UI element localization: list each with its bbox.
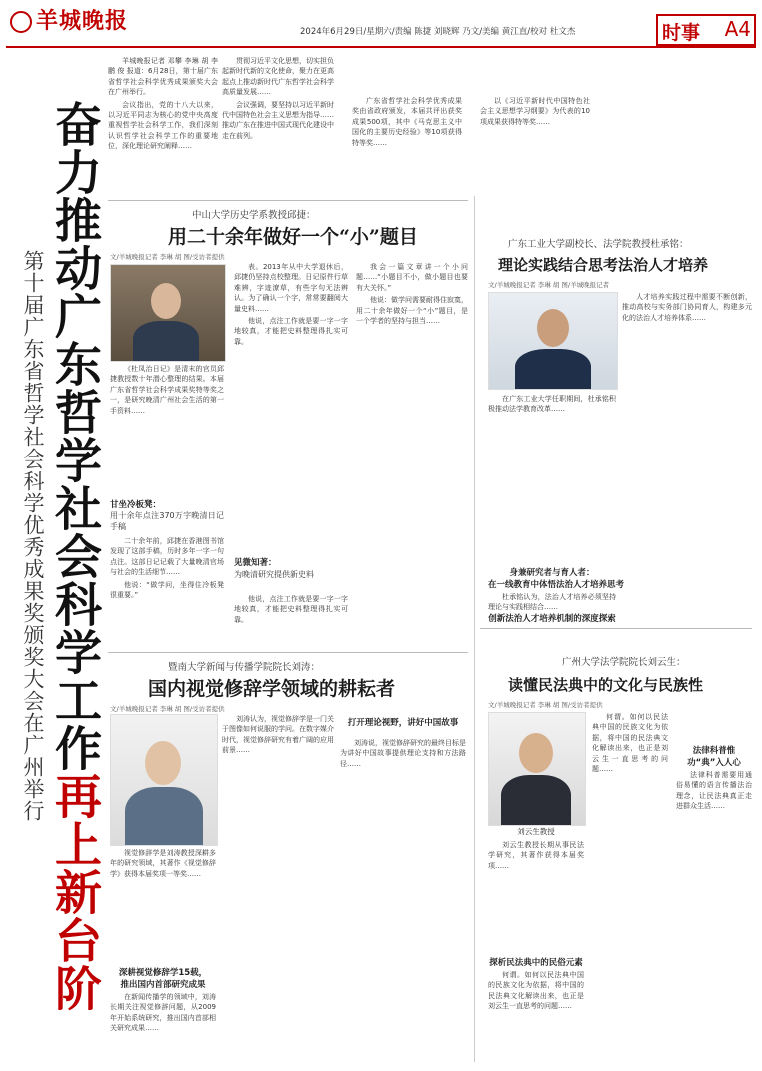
paragraph: 何谓。如何以民法典中国的民族文化为依据，将中国的民法典文化解读出来，也正是刘云生一直思考的问题…… <box>488 971 584 1011</box>
article3-title: 理论实践结合思考法治人才培养 <box>498 256 709 274</box>
paragraph: 为晚清研究提供新史料 <box>234 570 314 579</box>
article2-quote-sub: 推出国内首部研究成果 <box>120 980 206 990</box>
section-badge <box>656 14 756 46</box>
headline-black: 奋力推动广东哲学社会科学工作 <box>47 100 102 772</box>
article1-box-sub <box>234 570 348 590</box>
article3-col-b <box>622 292 752 622</box>
article1-photo <box>110 264 226 362</box>
article3-kicker: 广东工业大学副校长、法学院教授杜承铭： <box>508 239 689 250</box>
paragraph: 二十余年前，邱捷在香港图书馆发现了这部手稿，历时多年一字一句点注。这部日记记载了大量晚清官场与社会的生活细节…… <box>110 537 224 577</box>
paragraph: 会议指出，党的十八大以来，以习近平同志为核心的党中央高度重视哲学社会科学工作，我们深刻认识哲学社会科学工作的重要地位，深化理论研究阐释…… <box>108 100 218 151</box>
article3-intro <box>488 394 616 540</box>
article2-quote-head: 深耕视觉修辞学15载， <box>118 968 208 978</box>
paragraph: 用十余年点注370万字晚清日记手稿 <box>110 511 224 531</box>
masthead <box>0 0 762 48</box>
lead-column-1 <box>108 56 218 188</box>
paragraph: 刘涛认为，视觉修辞学是一门关于图像如何说服的学问。在数字媒介时代，视觉修辞研究有着广阔的应用前景…… <box>222 715 334 755</box>
lead-column-3 <box>352 96 462 166</box>
article2-intro <box>110 848 216 962</box>
article4-caption: 刘云生教授 <box>517 827 555 836</box>
article1-col-b <box>234 262 348 552</box>
paragraph: 羊城晚报记者 邓攀 李琳 胡 李鹏 俊 报道：6月28日，第十届广东省哲学社会科学优秀成果颁奖大会在广州举行。 <box>108 57 218 97</box>
article2-kicker: 暨南大学新闻与传播学院院长刘涛： <box>168 662 321 673</box>
article4-sub1: 探析民法典中的民俗元素 <box>489 958 583 968</box>
article3-photo <box>488 292 618 390</box>
article1-col-c <box>356 262 468 646</box>
lead-column-4 <box>480 96 590 136</box>
article2-col-c-head: 打开理论视野，讲好中国故事 <box>347 718 459 728</box>
paragraph: 何谓。如何以民法典中国的民族文化为依据，将中国的民法典文化解读出来，也正是刘云生一直思考的问题…… <box>592 713 668 774</box>
paragraph: 人才培养实践过程中需要不断创新，推动高校与实务部门协同育人，构建多元化的法治人才培养体系…… <box>622 293 752 322</box>
paragraph: 以《习近平新时代中国特色社会主义思想学习纲要》为代表的10项成果获得特等奖…… <box>480 97 590 126</box>
article1-title: 用二十余年做好一个“小”题目 <box>168 226 418 248</box>
article3-byline: 文/羊城晚报记者 李琳 胡 图/羊城晚报记者 <box>488 281 610 289</box>
article2-byline: 文/羊城晚报记者 李琳 胡 图/受访者提供 <box>110 705 225 713</box>
section-name: 时事 <box>662 22 701 44</box>
page-number: A4 <box>724 17 751 41</box>
newspaper-logo <box>10 4 128 35</box>
article1-col-b-cont <box>234 594 348 646</box>
article3-sub1: 身兼研究者与育人者： <box>509 568 595 578</box>
article4-intro <box>488 840 584 950</box>
paragraph: 他说：“做学问，坐得住冷板凳很重要。” <box>110 580 224 600</box>
paragraph: 表。2013年从中大学退休后，邱捷仍坚持点校整理。日记原件行草难辨，字迹潦草，有些字句无法辨认。为了确认一个字，常常要翻阅大量史料…… <box>234 263 348 313</box>
divider <box>480 628 752 629</box>
article4-col-a2 <box>488 970 584 1062</box>
article4-photo <box>488 712 586 826</box>
article1-box-title: 见微知著： <box>234 558 277 568</box>
paragraph: 在广东工业大学任职期间，杜承铭积极推动法学教育改革…… <box>488 395 616 414</box>
article4-kicker: 广州大学法学院院长刘云生： <box>562 657 686 668</box>
lead-column-2 <box>222 56 334 186</box>
sub-headline: 第十届广东省哲学社会科学优秀成果奖颁奖大会在广州举行 <box>21 250 45 822</box>
article3-sub1b: 在一线教育中体悟法治人才培养思考 <box>488 580 625 590</box>
article2-col-c <box>340 738 466 1064</box>
article1-byline: 文/羊城晚报记者 李琳 胡 图/受访者提供 <box>110 253 225 261</box>
article4-title: 读懂民法典中的文化与民族性 <box>508 676 704 694</box>
paragraph: 贯彻习近平文化思想，切实担负起新时代新的文化使命，聚力在更高起点上推动新时代广东哲学社会科学高质量发展…… <box>222 57 334 97</box>
paragraph: 视觉修辞学是刘涛教授深耕多年的研究领域，其著作《视觉修辞学》获得本届奖项一等奖…… <box>110 849 216 878</box>
article3-sub2: 创新法治人才培养机制的深度探索 <box>488 614 616 624</box>
article1-quote-head: 甘坐冷板凳： <box>110 500 162 510</box>
article4-byline: 文/羊城晚报记者 李琳 胡 图/受访者提供 <box>488 701 603 709</box>
article2-col-a <box>110 992 216 1064</box>
paragraph: 广东省哲学社会科学优秀成果奖由省政府颁发，本届共评出获奖成果500项，其中《马克思主义中国化的主要历史经验》等10项获得特等奖…… <box>352 97 462 147</box>
paragraph: 法律科普需要用通俗易懂的语言传播法治理念，让民法典真正走进群众生活…… <box>676 771 752 811</box>
paragraph: 会议强调，要坚持以习近平新时代中国特色社会主义思想为指导……推动广东在推进中国式现代化建设中走在前列。 <box>222 100 334 140</box>
paragraph: 他说，点注工作就是要一字一字地较真，才能把史料整理得扎实可靠。 <box>234 595 348 624</box>
header-rule <box>6 46 756 48</box>
main-headline <box>46 100 102 1012</box>
divider <box>108 200 468 201</box>
article2-photo <box>110 714 218 846</box>
article2-title: 国内视觉修辞学领域的耕耘者 <box>148 678 396 700</box>
logo-text: 羊城晚报 <box>36 8 129 34</box>
dateline: 2024年6月29日/星期六/责编 陈捷 刘晓辉 乃文/美编 黄江直/校对 杜文杰 <box>300 27 576 37</box>
paragraph: 在新闻传播学的领域中，刘涛长期关注视觉修辞问题，从2009年开始系统研究，推出国内首部相关研究成果…… <box>110 993 216 1033</box>
paragraph: 刘涛说，视觉修辞研究的最终目标是为讲好中国故事提供理论支持和方法路径…… <box>340 739 466 768</box>
column-divider <box>474 196 475 1062</box>
article4-col-a <box>592 712 668 1062</box>
article4-col-b <box>676 770 752 1062</box>
article1-quote-sub <box>110 510 224 532</box>
paragraph: 他说：做学问需要耐得住寂寞，用二十余年做好一个“小”题目，是一个学者的坚持与担当…… <box>356 296 468 326</box>
article1-col-a <box>110 536 224 646</box>
logo-emblem-icon <box>10 11 32 33</box>
paragraph: 《杜凤治日记》是清末的官员邱捷教授数十年潜心整理的结果。本届广东省哲学社会科学成果奖特等奖之一，是研究晚清广州社会生活的第一手资料…… <box>110 365 224 415</box>
paragraph: 刘云生教授长期从事民法学研究，其著作获得本届奖项…… <box>488 841 584 870</box>
paragraph: 他说，点注工作就是要一字一字地较真，才能把史料整理得扎实可靠。 <box>234 317 348 346</box>
headline-red: 再上新台阶 <box>47 772 102 1012</box>
paragraph: 杜承铭认为，法治人才培养必须坚持理论与实践相结合…… <box>488 593 616 612</box>
article4-sub2: 法律科普惟功“典”入人心 <box>687 746 741 768</box>
article1-kicker: 中山大学历史学系教授邱捷： <box>192 210 316 221</box>
divider <box>108 652 468 653</box>
article2-col-b <box>222 714 334 1064</box>
article1-intro <box>110 364 224 494</box>
paragraph: 我会一篇文章讲一个小问题……“小题目不小，做小题目也要有大关怀。” <box>356 263 468 292</box>
